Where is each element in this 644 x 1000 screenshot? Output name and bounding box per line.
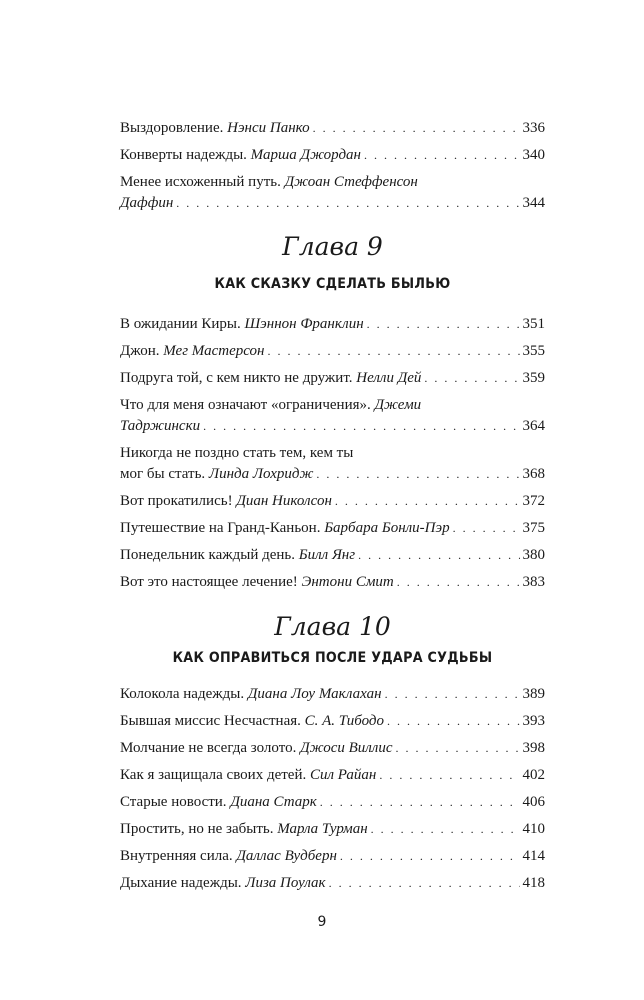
toc-chapter-9	[120, 314, 545, 599]
dot-leader	[371, 819, 520, 840]
entry-page: 402	[522, 767, 545, 783]
toc-entry	[120, 118, 545, 139]
toc-entry	[120, 738, 545, 759]
toc-entry	[120, 172, 545, 214]
entry-page: 389	[522, 686, 545, 702]
toc-entry	[120, 792, 545, 813]
toc-chapter-10	[120, 684, 545, 900]
dot-leader	[385, 684, 520, 705]
dot-leader	[335, 491, 520, 512]
dot-leader	[387, 711, 519, 732]
entry-page: 375	[522, 520, 545, 536]
entry-author: Нелли Дей	[356, 370, 422, 386]
entry-author: Марла Турман	[277, 821, 368, 837]
entry-title: Джон.	[120, 343, 160, 359]
dot-leader	[329, 873, 520, 894]
entry-author: Даллас Вудберн	[236, 848, 337, 864]
entry-page: 410	[522, 821, 545, 837]
entry-title: Подруга той, с кем никто не дружит.	[120, 370, 353, 386]
entry-page: 418	[522, 875, 545, 891]
toc-entry	[120, 684, 545, 705]
entry-page: 336	[522, 120, 545, 136]
toc-entry	[120, 518, 545, 539]
toc-entry	[120, 145, 545, 166]
chapter-9-title: Глава 9	[282, 232, 383, 261]
dot-leader	[176, 193, 519, 214]
toc-entry	[120, 491, 545, 512]
entry-title: Менее исхоженный путь.	[120, 174, 281, 190]
dot-leader	[397, 572, 520, 593]
entry-page: 359	[522, 370, 545, 386]
dot-leader	[203, 416, 519, 437]
entry-page: 372	[522, 493, 545, 509]
chapter-10-subtitle: КАК ОПРАВИТЬСЯ ПОСЛЕ УДАРА СУДЬБЫ	[172, 650, 493, 666]
entry-title: Понедельник каждый день.	[120, 547, 296, 563]
toc-section-previous	[120, 118, 545, 220]
entry-title: Простить, но не забыть.	[120, 821, 274, 837]
toc-entry	[120, 846, 545, 867]
dot-leader	[424, 368, 519, 389]
toc-entry	[120, 819, 545, 840]
entry-author: Шэннон Франклин	[244, 316, 364, 332]
entry-author: Энтони Смит	[301, 574, 394, 590]
entry-author-cont: Даффин	[120, 195, 174, 211]
entry-author: Нэнси Панко	[227, 120, 310, 136]
entry-author: Линда Лохридж	[208, 466, 314, 482]
entry-title: Дыхание надежды.	[120, 875, 242, 891]
chapter-9-subtitle: КАК СКАЗКУ СДЕЛАТЬ БЫЛЬЮ	[214, 276, 451, 292]
entry-title: Никогда не поздно стать тем, кем ты	[120, 445, 354, 461]
dot-leader	[313, 118, 520, 139]
entry-author: Джоси Виллис	[300, 740, 393, 756]
entry-author: Сил Райан	[310, 767, 377, 783]
entry-author: Барбара Бонли-Пэр	[324, 520, 450, 536]
entry-page: 393	[522, 713, 545, 729]
entry-author: Диана Старк	[230, 794, 317, 810]
entry-page: 355	[522, 343, 545, 359]
toc-entry	[120, 711, 545, 732]
entry-title-cont: мог бы стать.	[120, 466, 206, 482]
entry-title: Что для меня означают «ограничения».	[120, 397, 371, 413]
toc-entry	[120, 765, 545, 786]
entry-title: Внутренняя сила.	[120, 848, 233, 864]
dot-leader	[316, 464, 519, 485]
entry-author: Диана Лоу Маклахан	[247, 686, 382, 702]
entry-title: Конверты надежды.	[120, 147, 247, 163]
entry-author: Джоан Стеффенсон	[284, 174, 418, 190]
page-number: 9	[317, 914, 327, 930]
entry-author: Диан Николсон	[236, 493, 332, 509]
entry-title: Колокола надежды.	[120, 686, 245, 702]
dot-leader	[320, 792, 520, 813]
toc-entry	[120, 443, 545, 485]
dot-leader	[267, 341, 519, 362]
toc-entry	[120, 368, 545, 389]
dot-leader	[396, 738, 520, 759]
entry-title: Выздоровление.	[120, 120, 224, 136]
entry-page: 344	[522, 195, 545, 211]
entry-title: Вот это настоящее лечение!	[120, 574, 298, 590]
entry-author: Мег Мастерсон	[163, 343, 265, 359]
entry-page: 368	[522, 466, 545, 482]
dot-leader	[453, 518, 520, 539]
entry-author: Лиза Поулак	[245, 875, 326, 891]
entry-author: Билл Янг	[298, 547, 356, 563]
entry-author: Джеми	[374, 397, 422, 413]
entry-page: 414	[522, 848, 545, 864]
entry-title: Как я защищала своих детей.	[120, 767, 307, 783]
entry-title: Путешествие на Гранд-Каньон.	[120, 520, 321, 536]
entry-title: Старые новости.	[120, 794, 227, 810]
chapter-10-title: Глава 10	[274, 612, 391, 641]
toc-entry	[120, 545, 545, 566]
entry-page: 351	[522, 316, 545, 332]
entry-page: 406	[522, 794, 545, 810]
toc-entry	[120, 314, 545, 335]
entry-title: Молчание не всегда золото.	[120, 740, 297, 756]
dot-leader	[358, 545, 519, 566]
dot-leader	[340, 846, 520, 867]
entry-page: 380	[522, 547, 545, 563]
entry-page: 383	[522, 574, 545, 590]
toc-entry	[120, 873, 545, 894]
dot-leader	[379, 765, 519, 786]
entry-title: Бывшая миссис Несчастная.	[120, 713, 301, 729]
toc-entry	[120, 395, 545, 437]
entry-title: Вот прокатились!	[120, 493, 233, 509]
entry-author: С. А. Тибодо	[304, 713, 385, 729]
toc-entry	[120, 572, 545, 593]
entry-author-cont: Тадржински	[120, 418, 201, 434]
toc-entry	[120, 341, 545, 362]
entry-page: 364	[522, 418, 545, 434]
entry-page: 340	[522, 147, 545, 163]
entry-title: В ожидании Киры.	[120, 316, 241, 332]
dot-leader	[364, 145, 520, 166]
dot-leader	[367, 314, 520, 335]
entry-author: Марша Джордан	[250, 147, 361, 163]
entry-page: 398	[522, 740, 545, 756]
